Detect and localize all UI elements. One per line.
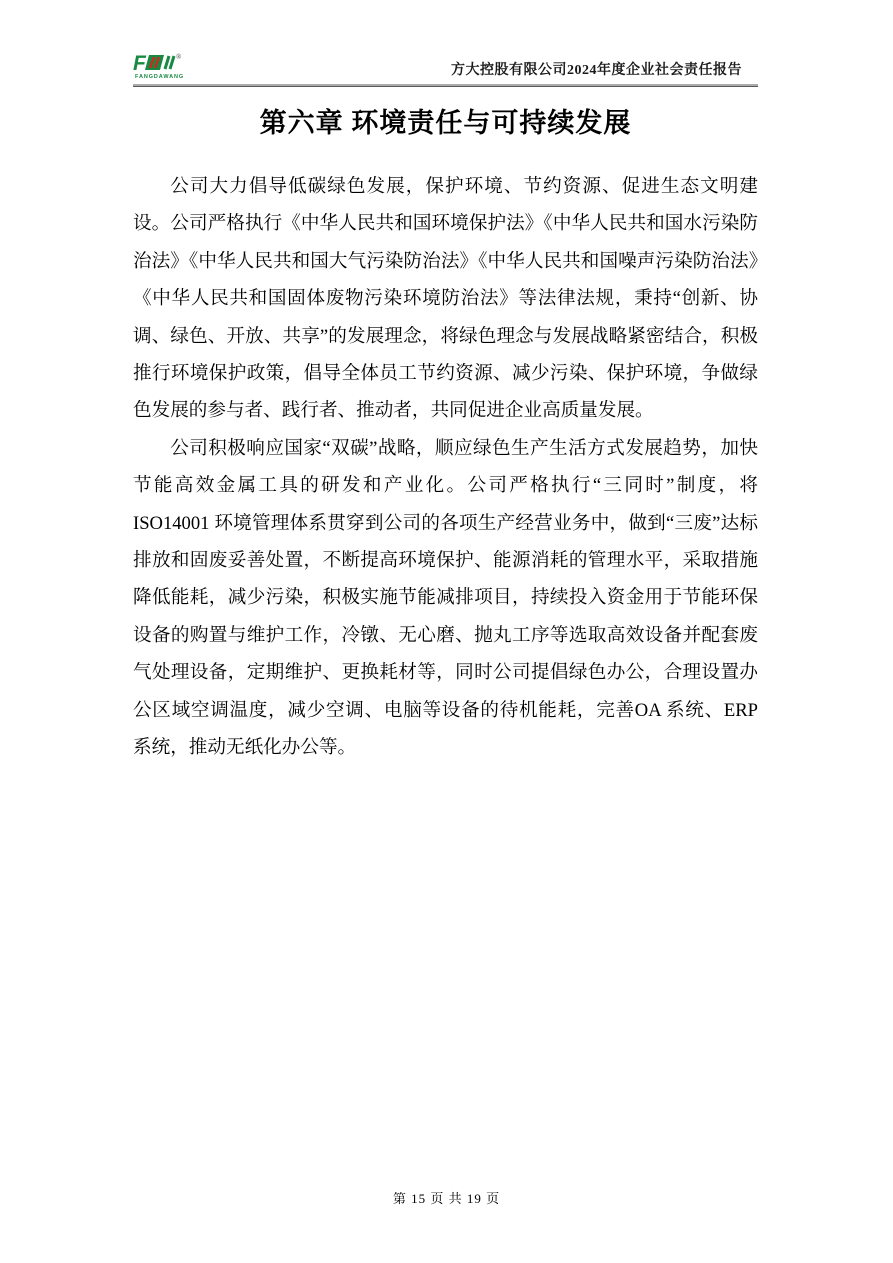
fangdawang-logo xyxy=(133,52,184,81)
chapter-title: 第六章 环境责任与可持续发展 xyxy=(259,108,632,138)
page-header xyxy=(133,0,758,82)
fangdawang-logo-icon xyxy=(133,52,183,74)
report-title: 方大控股有限公司2024年度企业社会责任报告 xyxy=(451,63,742,78)
logo-subtext: FANGDAWANG xyxy=(135,73,185,80)
page-number: 第 15 页 共 19 页 xyxy=(392,1191,501,1206)
document-body xyxy=(133,104,758,767)
logo-letter-f: F xyxy=(133,51,146,74)
paragraph-dual-carbon: 公司积极响应国家“双碳”战略，顺应绿色生产生活方式发展趋势，加快节能高效金属工具的研发和产业化。公司严格执行“三同时”制度，将 ISO14001 环境管理体系贯穿到公司的各项生产经营业务中，做到“三废”达标排放和固废妥善处置，不断提高环境保护、能源消耗的管理水平，采取措施降低能耗，减少污染，积极实施节能减排项目，持续投入资金用于节能环保设备的购置与维护工作，冷镦、无心磨、抛丸工序等选取高效设备并配套废气处理设备，定期维护、更换耗材等，同时公司提倡绿色办公，合理设置办公区域空调温度，减少空调、电脑等设备的待机能耗，完善OA 系统、ERP 系统，推动无纸化办公等。 xyxy=(133,437,758,759)
logo-green-slash-2 xyxy=(170,56,174,69)
header-divider xyxy=(133,84,758,87)
logo-green-slash-1 xyxy=(165,56,169,69)
paragraph-environment-policy: 公司大力倡导低碳绿色发展，保护环境、节约资源、促进生态文明建设。公司严格执行《中华人民共和国环境保护法》《中华人民共和国水污染防治法》《中华人民共和国大气污染防治法》《中华人民共和国噪声污染防治法》《中华人民共和国固体废物污染环境防治法》等法律法规，秉持“创新、协调、绿色、开放、共享”的发展理念，将绿色理念与发展战略紧密结合，积极推行环境保护政策，倡导全体员工节约资源、减少污染、保护环境，争做绿色发展的参与者、践行者、推动者，共同促进企业高质量发展。 xyxy=(133,176,758,422)
registered-trademark-icon: ® xyxy=(176,52,182,61)
page-footer xyxy=(0,1188,893,1207)
